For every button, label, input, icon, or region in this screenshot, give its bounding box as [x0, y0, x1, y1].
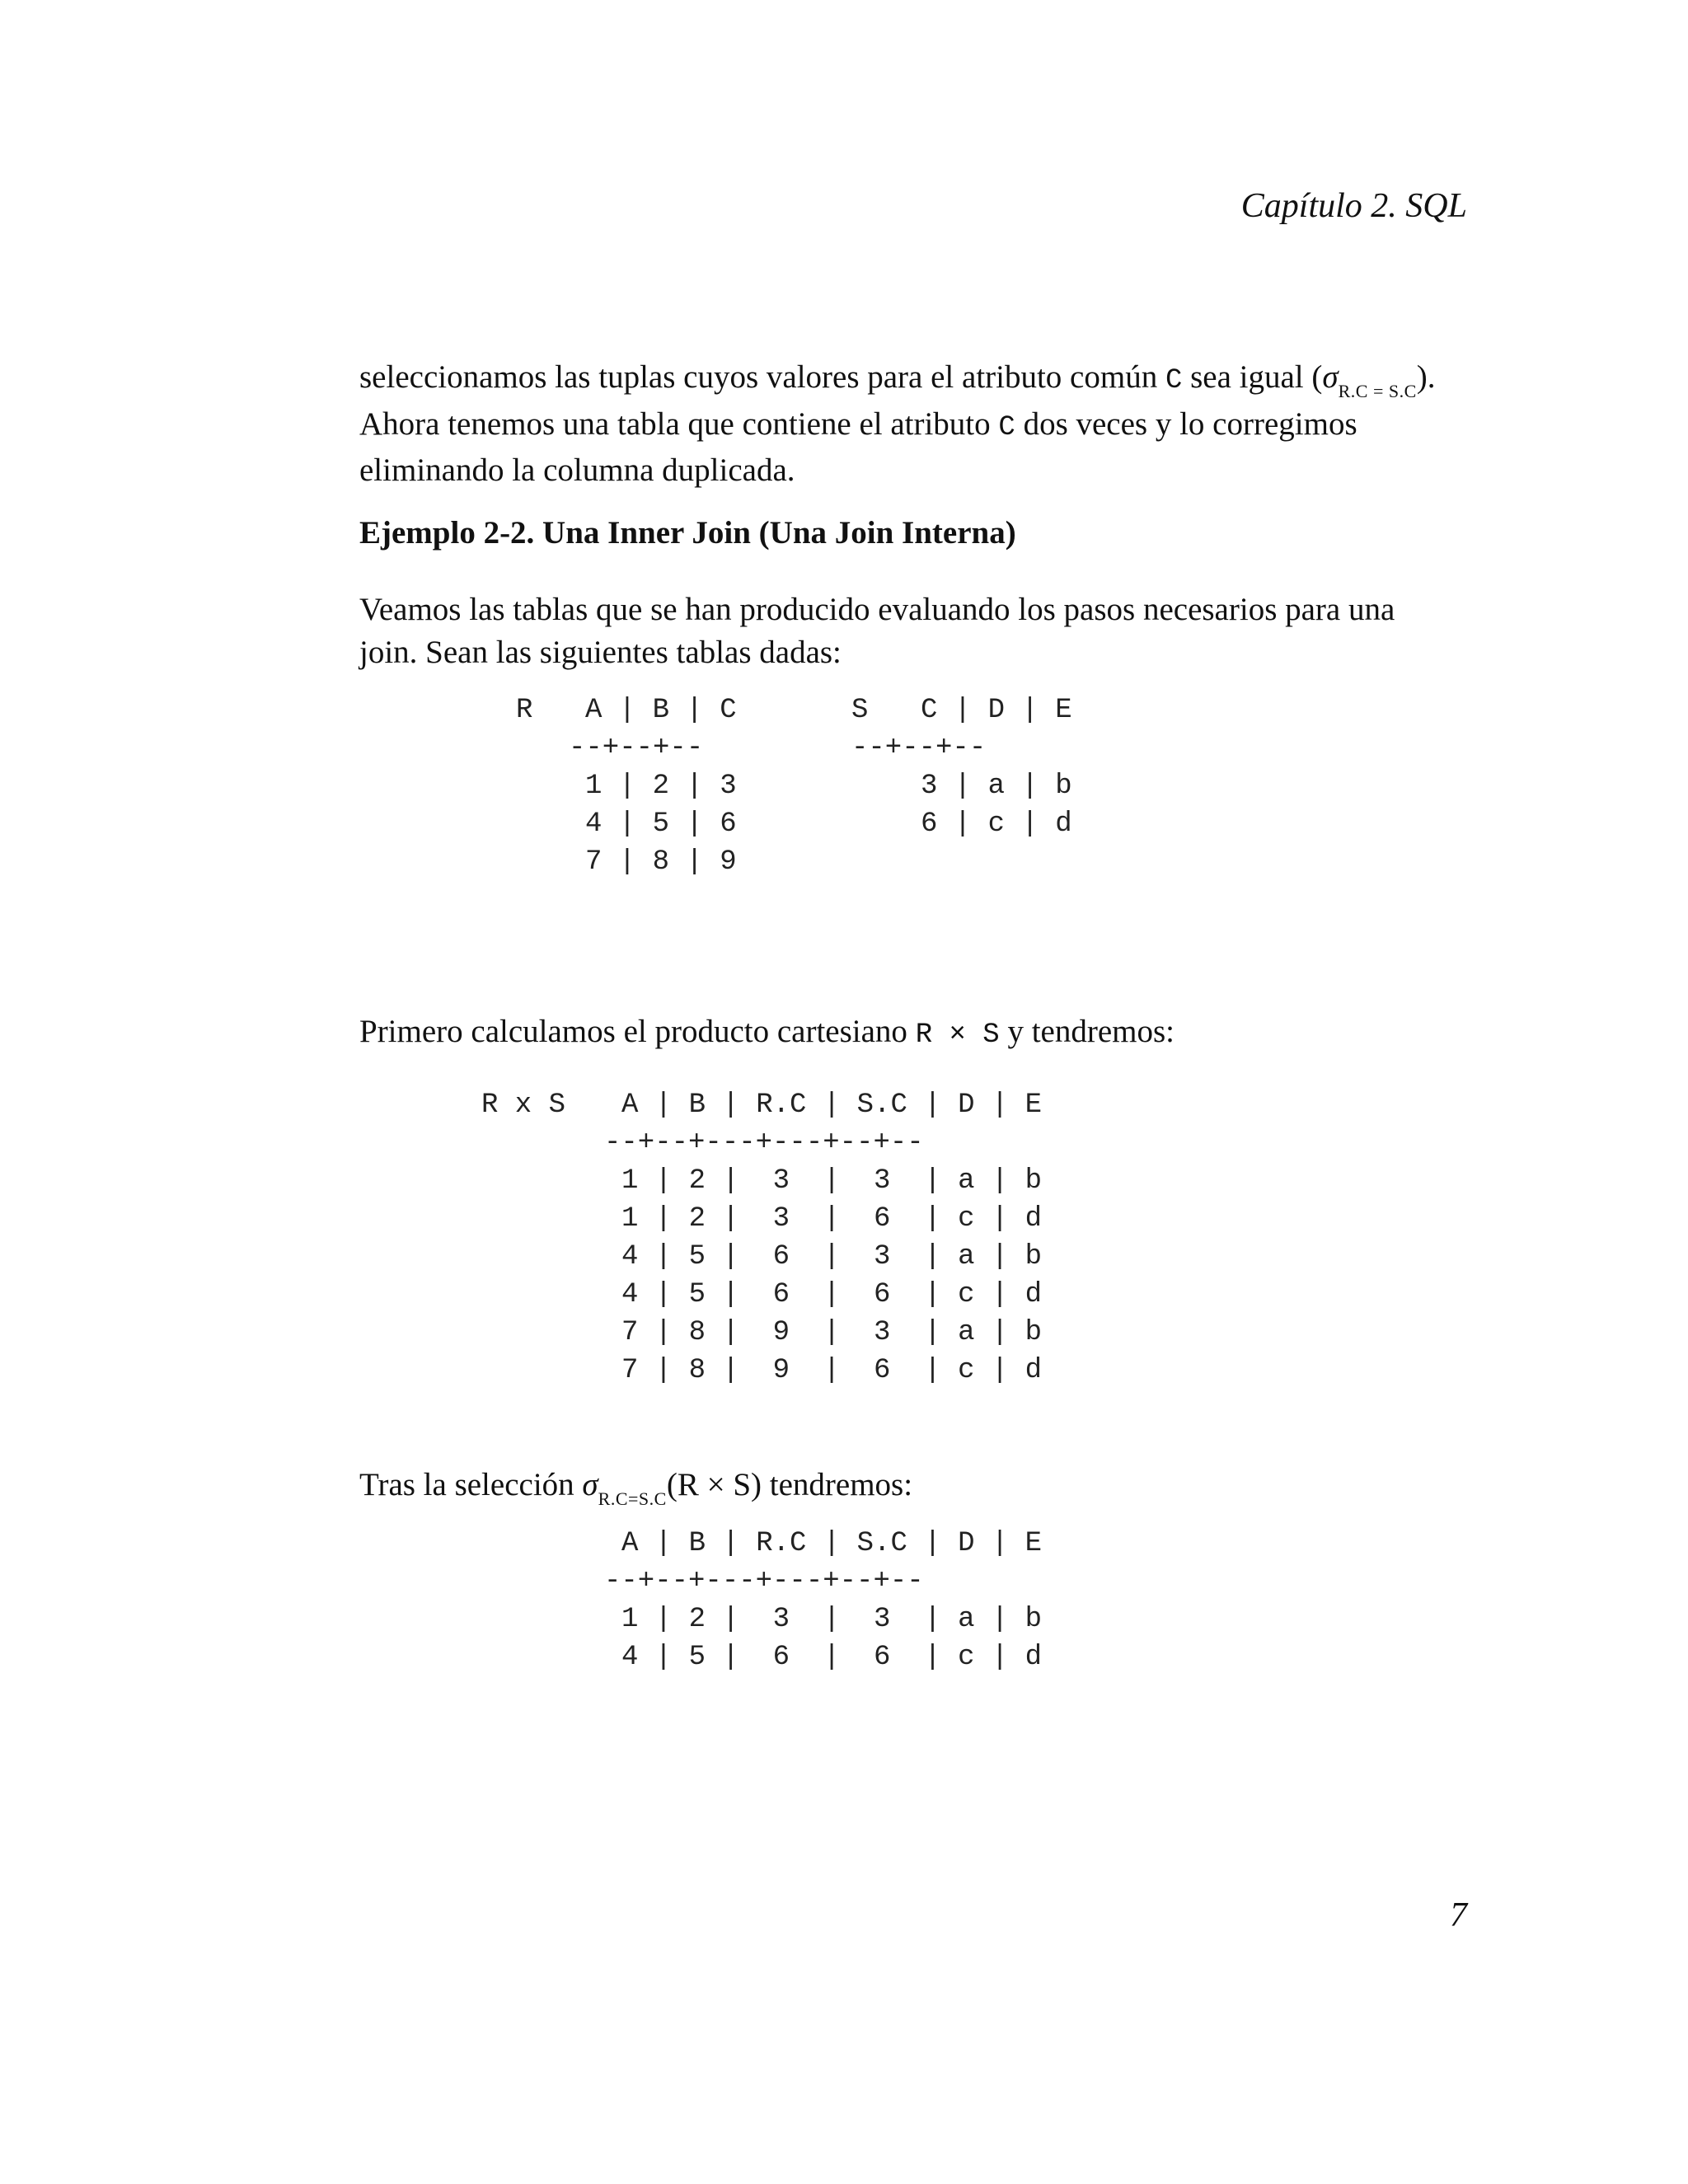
table-row: 7 | 8 | 9	[585, 846, 737, 878]
running-header: Capítulo 2. SQL	[1240, 187, 1467, 225]
table-r-header: A | B | C	[585, 695, 737, 726]
table-selection-header: A | B | R.C | S.C | D | E	[621, 1528, 1043, 1559]
table-r-separator: --+--+--	[569, 733, 704, 764]
intro-paragraph	[359, 356, 1472, 492]
product-text-after: y tendremos:	[999, 1014, 1175, 1049]
table-row: 1 | 2 | 3 | 3 | a | b	[621, 1165, 1043, 1197]
intro-line1-after: sea igual (	[1182, 359, 1323, 395]
table-row: 6 | c | d	[921, 808, 1072, 840]
table-product-label: R x S	[481, 1090, 566, 1121]
product-text-before: Primero calculamos el producto cartesiano	[359, 1014, 916, 1049]
table-row: 1 | 2 | 3 | 3 | a | b	[621, 1604, 1043, 1635]
example-intro-paragraph	[359, 588, 1472, 674]
table-row: 4 | 5 | 6 | 6 | c | d	[621, 1642, 1043, 1673]
sigma-subscript: R.C=S.C	[598, 1488, 667, 1509]
intro-line1-end: ).	[1416, 359, 1436, 395]
table-s-label: S	[851, 695, 869, 726]
table-s-separator: --+--+--	[851, 733, 987, 764]
table-row: 4 | 5 | 6	[585, 808, 737, 840]
table-row: 4 | 5 | 6 | 3 | a | b	[621, 1241, 1043, 1272]
sigma-subscript: R.C = S.C	[1338, 381, 1417, 401]
table-product-separator: --+--+---+---+--+--	[604, 1127, 924, 1159]
intro-line2-text: Ahora tenemos una tabla que contiene el atributo	[359, 406, 999, 442]
table-s-header: C | D | E	[921, 695, 1072, 726]
table-row: 3 | a | b	[921, 771, 1072, 802]
attribute-c-code-2: C	[998, 412, 1015, 443]
sigma-symbol: σ	[582, 1467, 598, 1502]
table-product-header: A | B | R.C | S.C | D | E	[621, 1090, 1043, 1121]
intro-line2-after: dos veces y lo corregimos	[1015, 406, 1357, 442]
product-paragraph	[359, 1010, 1472, 1057]
example-intro-line1: Veamos las tablas que se han producido evaluando los pasos necesarios para una	[359, 592, 1395, 627]
selection-text-after: (R × S) tendremos:	[666, 1467, 913, 1502]
table-r-label: R	[516, 695, 533, 726]
table-row: 4 | 5 | 6 | 6 | c | d	[621, 1279, 1043, 1310]
intro-line3-text: eliminando la columna duplicada.	[359, 452, 795, 488]
example-intro-line2: join. Sean las siguientes tablas dadas:	[359, 635, 842, 670]
product-code: R × S	[915, 1019, 1000, 1051]
table-row: 1 | 2 | 3	[585, 771, 737, 802]
attribute-c-code: C	[1165, 365, 1183, 396]
table-row: 7 | 8 | 9 | 6 | c | d	[621, 1355, 1043, 1386]
page-number: 7	[1450, 1896, 1467, 1934]
table-row: 1 | 2 | 3 | 6 | c | d	[621, 1203, 1043, 1235]
example-title: Ejemplo 2-2. Una Inner Join (Una Join Interna)	[359, 515, 1016, 551]
table-row: 7 | 8 | 9 | 3 | a | b	[621, 1317, 1043, 1348]
table-selection-separator: --+--+---+---+--+--	[604, 1566, 924, 1597]
sigma-symbol: σ	[1322, 359, 1339, 395]
intro-line1-text: seleccionamos las tuplas cuyos valores para el atributo común	[359, 359, 1165, 395]
selection-paragraph	[359, 1464, 1472, 1511]
selection-text-before: Tras la selección	[359, 1467, 583, 1502]
